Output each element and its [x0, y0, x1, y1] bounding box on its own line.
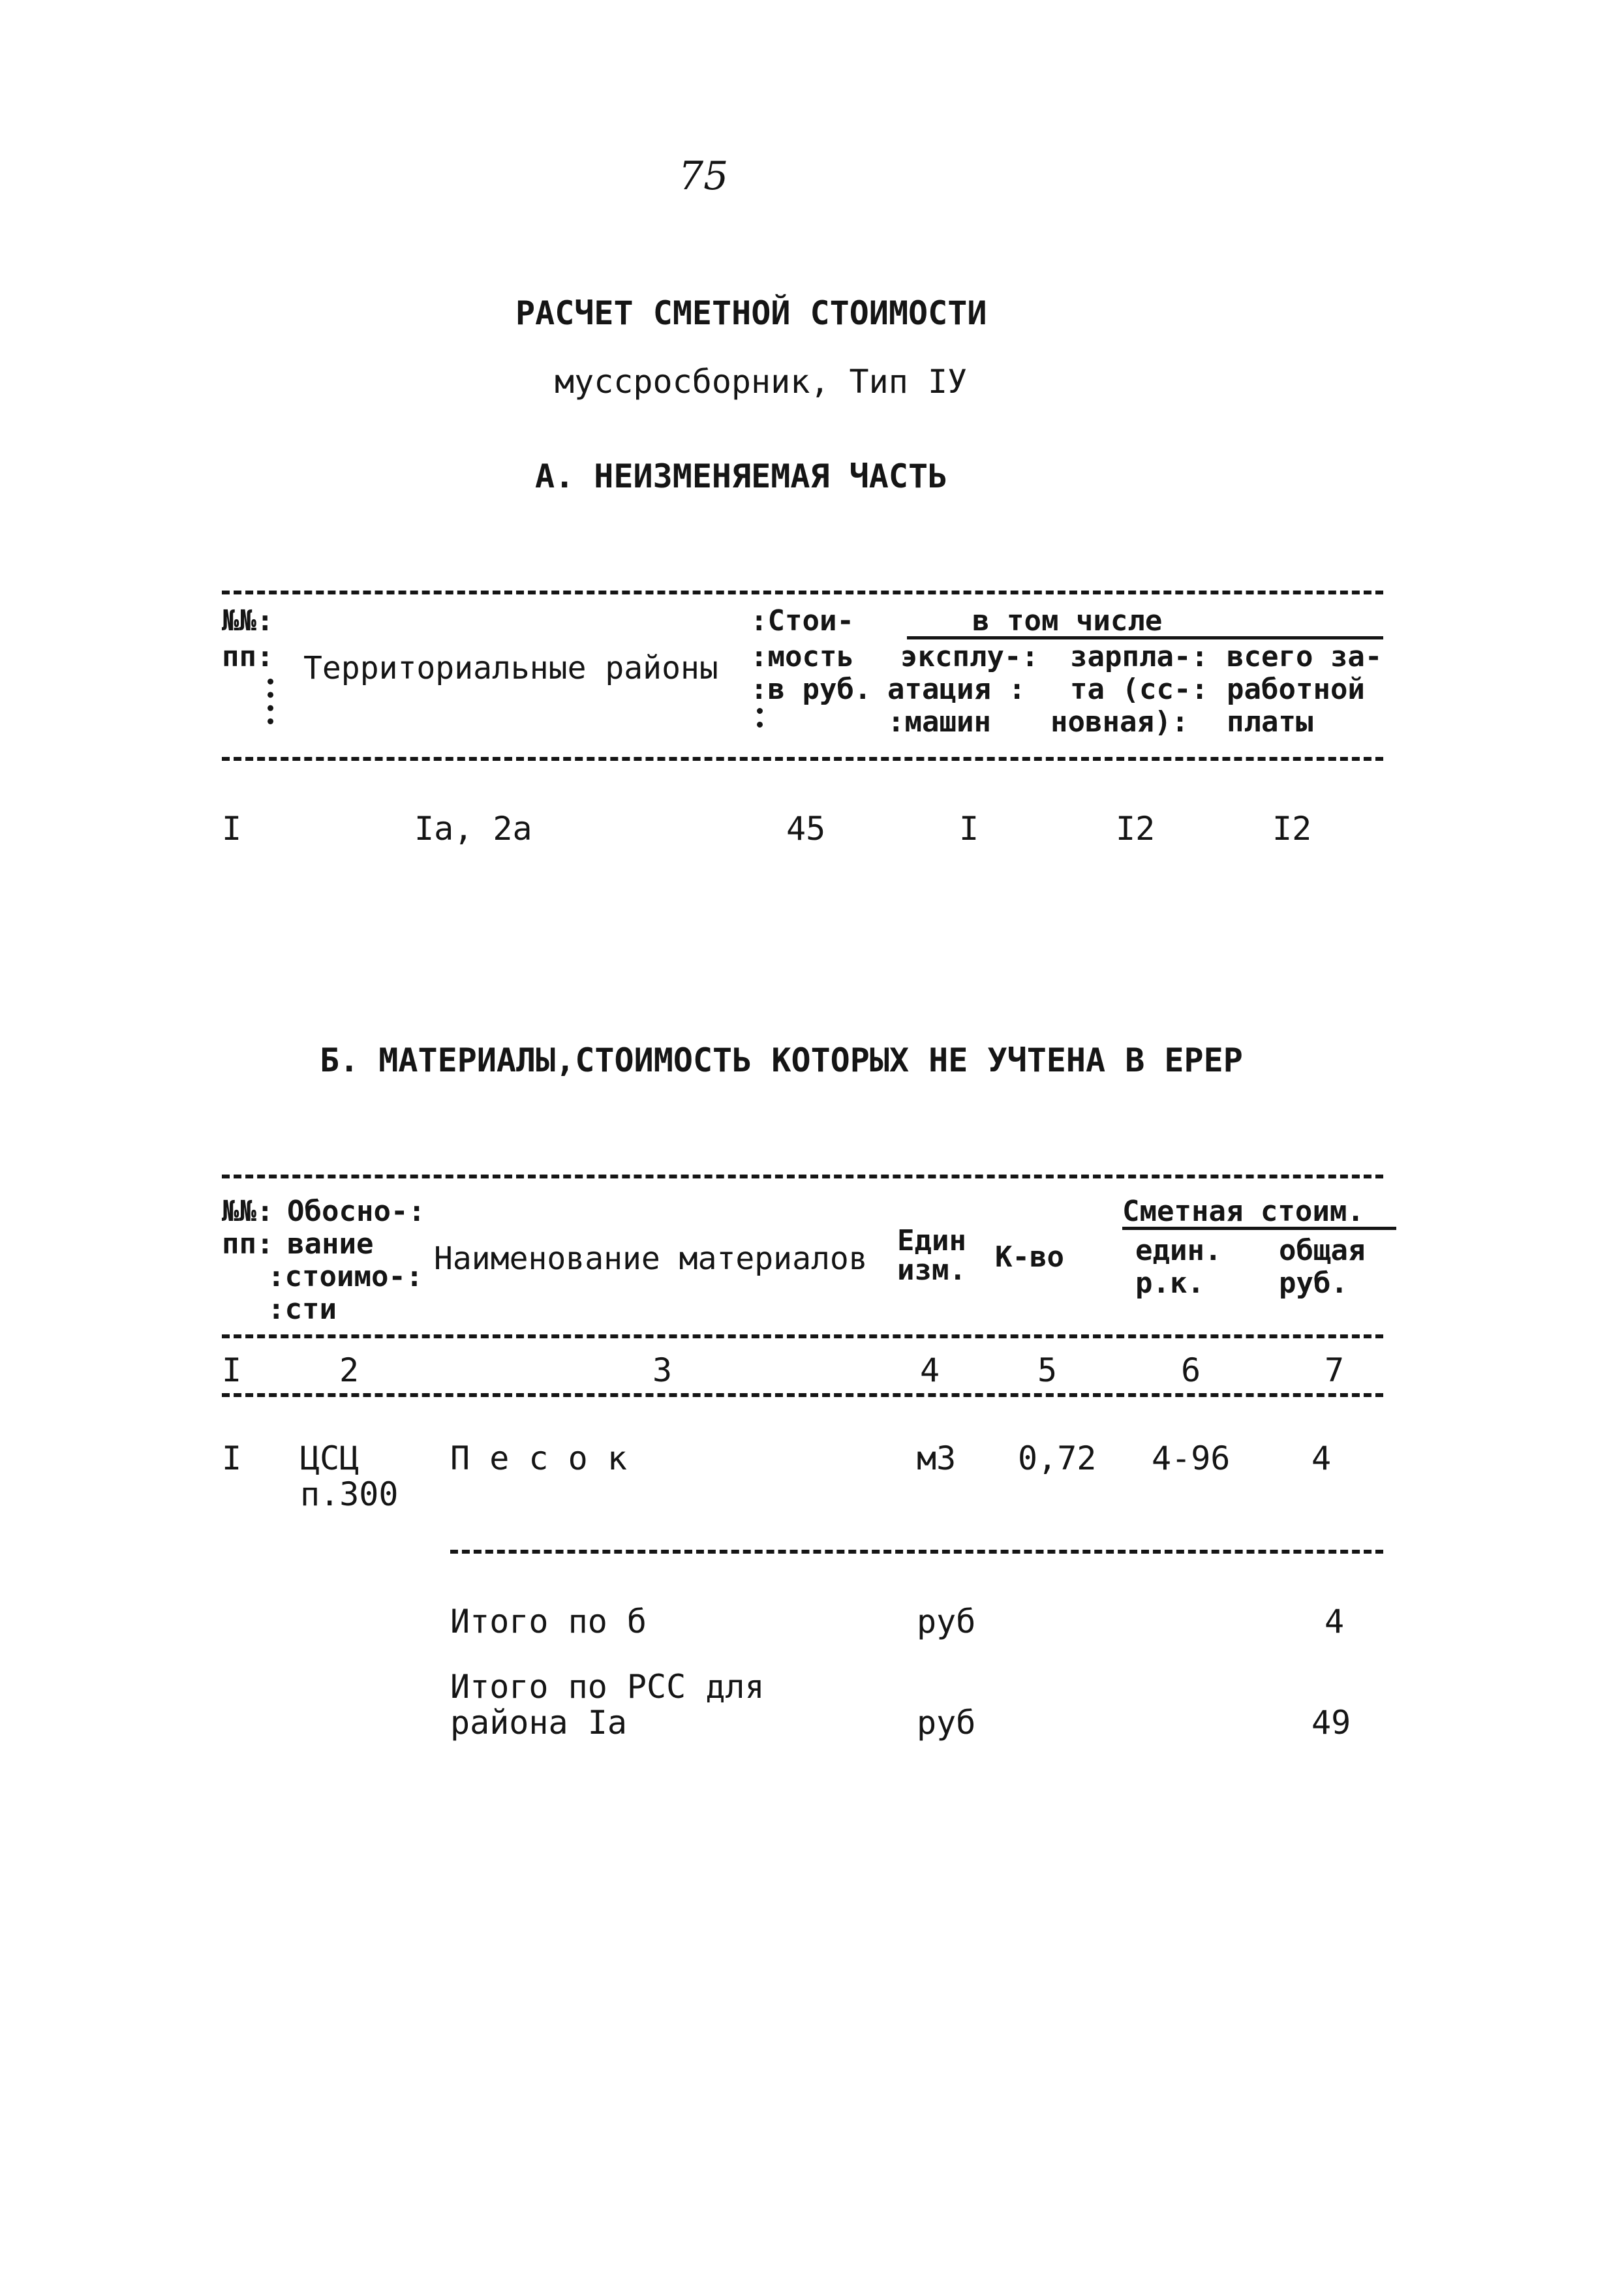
table-a-top-rule	[222, 591, 1383, 594]
section-a-heading: А. НЕИЗМЕНЯЕМАЯ ЧАСТЬ	[535, 457, 948, 495]
col-number: 3	[652, 1351, 673, 1389]
total-label: района Iа	[450, 1704, 627, 1742]
col-number: 7	[1325, 1351, 1345, 1389]
b-header-unit-2: изм.	[897, 1253, 966, 1287]
b-row-basis-2: п.300	[300, 1475, 399, 1513]
estimated-underline	[1122, 1227, 1396, 1230]
header-regions: Территориальные районы	[303, 650, 718, 686]
col-number: I	[222, 1351, 242, 1389]
row-cost: 45	[786, 810, 826, 848]
table-b-header-rule	[222, 1334, 1383, 1338]
page-title: РАСЧЕТ СМЕТНОЙ СТОИМОСТИ	[515, 294, 987, 332]
header-including: в том числе	[972, 604, 1163, 638]
total-label: Итого по б	[450, 1603, 647, 1640]
b-header-basis-3: :стоимо-:	[268, 1260, 423, 1293]
b-header-num-1: №№:	[222, 1195, 274, 1228]
col-number: 4	[920, 1351, 940, 1389]
header-total-wage-2: работной	[1227, 673, 1365, 706]
header-cost-3: :в руб.	[750, 673, 872, 706]
b-header-unit-price-2: р.к.	[1135, 1267, 1204, 1300]
b-header-basis-2: вание	[287, 1227, 374, 1261]
num-col-dots	[268, 679, 273, 724]
b-header-total-1: общая	[1279, 1234, 1366, 1267]
col-number: 5	[1037, 1351, 1058, 1389]
totals-rule	[450, 1550, 1383, 1554]
header-wage-1: зарпла-:	[1070, 640, 1208, 673]
row-num: I	[222, 810, 242, 848]
header-total-wage-1: всего за-	[1227, 640, 1383, 673]
b-header-unit-price-1: един.	[1135, 1234, 1222, 1267]
b-header-qty: К-во	[995, 1240, 1064, 1274]
row-total-wage: I2	[1272, 810, 1312, 848]
col-numbers-rule	[222, 1393, 1383, 1397]
header-num-1: №№:	[222, 604, 274, 638]
page-subtitle: муссросборник, Тип IУ	[555, 363, 968, 401]
header-cost-2: :мость	[750, 640, 854, 673]
b-row-name: П е с о к	[450, 1439, 627, 1477]
b-header-num-2: пп:	[222, 1227, 274, 1261]
b-header-name: Наименование материалов	[434, 1240, 868, 1277]
header-machines-3: :машин	[887, 705, 991, 739]
header-num-2: пп:	[222, 640, 274, 673]
b-row-qty: 0,72	[1018, 1439, 1097, 1477]
b-header-basis-1: Обосно-:	[287, 1195, 425, 1228]
b-header-total-2: руб.	[1279, 1267, 1348, 1300]
b-row-num: I	[222, 1439, 242, 1477]
table-a-header-rule	[222, 757, 1383, 761]
total-unit: руб	[917, 1603, 976, 1640]
total-label: Итого по РСС для	[450, 1668, 765, 1706]
header-wage-2: та (сс-:	[1070, 673, 1208, 706]
table-b-top-rule	[222, 1175, 1383, 1178]
row-regions: Iа, 2а	[414, 810, 532, 848]
b-row-total: 4	[1311, 1439, 1332, 1477]
col-number: 6	[1181, 1351, 1201, 1389]
header-machines-1: эксплу-:	[900, 640, 1039, 673]
row-machines: I	[959, 810, 979, 848]
page-number: 75	[679, 153, 729, 199]
total-value: 4	[1325, 1603, 1345, 1640]
b-header-basis-4: :сти	[268, 1293, 337, 1326]
section-b-heading: Б. МАТЕРИАЛЫ,СТОИМОСТЬ КОТОРЫХ НЕ УЧТЕНА В ЕРЕР	[320, 1041, 1243, 1079]
b-row-unit: м3	[917, 1439, 957, 1477]
b-row-basis-1: ЦСЦ	[300, 1439, 360, 1477]
total-value: 49	[1311, 1704, 1351, 1742]
header-total-wage-3: платы	[1227, 705, 1313, 739]
b-header-estimated: Сметная стоим.	[1122, 1195, 1364, 1228]
including-underline	[907, 636, 1383, 639]
header-wage-3: новная):	[1050, 705, 1189, 739]
header-machines-2: атация :	[887, 673, 1026, 706]
col-number: 2	[339, 1351, 360, 1389]
b-row-unit-price: 4-96	[1152, 1439, 1231, 1477]
b-header-unit-1: Един	[897, 1224, 966, 1257]
cost-col-dots	[757, 708, 763, 728]
total-unit: руб	[917, 1704, 976, 1742]
row-wage: I2	[1116, 810, 1156, 848]
header-cost-1: :Стои-	[750, 604, 854, 638]
